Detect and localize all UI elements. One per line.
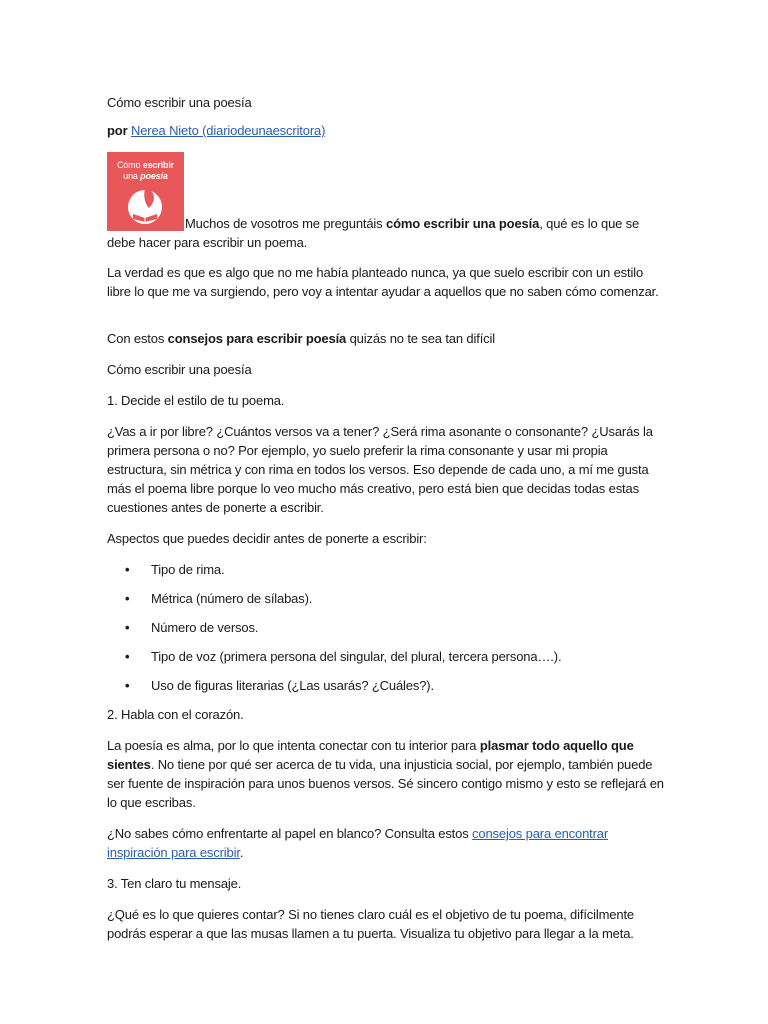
section2-heading: 2. Habla con el corazón.	[107, 707, 244, 722]
blank-paper-paragraph	[107, 824, 668, 862]
list-item-text: Tipo de voz (primera persona del singular, del plural, tercera persona….).	[151, 649, 562, 664]
quill-book-icon	[107, 152, 184, 231]
bullet-icon: •	[125, 591, 130, 606]
blank-paper-text: ¿No sabes cómo enfrentarte al papel en blanco? Consulta estos	[107, 826, 473, 841]
bullet-icon: •	[125, 678, 130, 693]
bullet-icon: •	[125, 562, 130, 577]
list-item-text: Métrica (número de sílabas).	[151, 591, 313, 606]
section2-body	[107, 736, 668, 812]
list-item	[107, 647, 668, 666]
list-item	[107, 618, 668, 637]
svg-text:Cómo escribir	[117, 160, 175, 170]
section3-heading: 3. Ten claro tu mensaje.	[107, 876, 242, 891]
tip-line-3: quizás no te sea tan difícil	[346, 331, 495, 346]
byline	[107, 121, 668, 140]
subtitle: Cómo escribir una poesía	[107, 362, 252, 377]
cover-line1: Cómo	[116, 160, 141, 170]
tip-line-bold: consejos para escribir poesía	[167, 331, 347, 346]
section1-body: ¿Vas a ir por libre? ¿Cuántos versos va a tener? ¿Será rima asonante o consonante? ¿Usarás la primera persona o no? Por ejemplo, yo suelo preferir la rima consonante y usar mi propia estructura, sin métrica y con rima en todos los versos. Eso depende de cada uno, a mí me gusta más el poema libre porque lo veo mucho más creativo, pero está bien que decidas todas estas cuestiones antes de ponerte a escribir.	[107, 424, 653, 515]
cover-image	[107, 152, 184, 231]
cover-line1-bold: escribir	[142, 160, 175, 170]
svg-text:una poesía	[123, 171, 168, 181]
section2-body-3: . No tiene por qué ser acerca de tu vida, una injusticia social, por ejemplo, también puede ser fuente de inspiración para unos buenos versos. Sé sincero contigo mismo y esto se reflejará en lo que escribas.	[107, 757, 664, 810]
byline-prefix: por	[107, 123, 131, 138]
inspiration-link[interactable]: consejos para encontrar inspiración para escribir	[107, 826, 609, 860]
list-item	[107, 560, 668, 579]
document-title: Cómo escribir una poesía	[107, 95, 252, 110]
tip-line	[107, 329, 668, 348]
tip-line-1: Con estos	[107, 331, 168, 346]
paragraph-verdad: La verdad es que es algo que no me había planteado nunca, ya que suelo escribir con un estilo libre lo que me va surgiendo, pero voy a intentar ayudar a aquellos que no saben cómo comenzar.	[107, 265, 659, 299]
author-link[interactable]: Nerea Nieto (diariodeunaescritora)	[130, 123, 326, 138]
section2-body-bold: plasmar todo aquello que sientes	[107, 738, 634, 772]
list-item	[107, 676, 668, 695]
section3-body: ¿Qué es lo que quieres contar? Si no tienes claro cuál es el objetivo de tu poema, difícilmente podrás esperar a que las musas llamen a tu puerta. Visualiza tu objetivo para llegar a la meta.	[107, 907, 635, 941]
intro-paragraph	[107, 152, 668, 252]
list-item-text: Tipo de rima.	[151, 562, 225, 577]
bullet-icon: •	[125, 649, 130, 664]
cover-line2: una	[123, 171, 138, 181]
intro-text-bold: cómo escribir una poesía	[386, 216, 540, 231]
cover-line2-bold: poesía	[140, 171, 168, 181]
section2-body-1: La poesía es alma, por lo que intenta conectar con tu interior para	[107, 738, 480, 753]
intro-text-3: , qué es lo que se debe hacer para escribir un poema.	[107, 216, 640, 250]
aspects-heading: Aspectos que puedes decidir antes de ponerte a escribir:	[107, 531, 427, 546]
intro-text-1: Muchos de vosotros me preguntáis	[185, 216, 386, 231]
aspects-list	[107, 560, 668, 695]
list-item-text: Uso de figuras literarias (¿Las usarás? ¿Cuáles?).	[151, 678, 434, 693]
section1-heading: 1. Decide el estilo de tu poema.	[107, 393, 285, 408]
spacer	[107, 313, 668, 329]
list-item	[107, 589, 668, 608]
blank-paper-end: .	[239, 845, 244, 860]
bullet-icon: •	[125, 620, 130, 635]
list-item-text: Número de versos.	[151, 620, 259, 635]
